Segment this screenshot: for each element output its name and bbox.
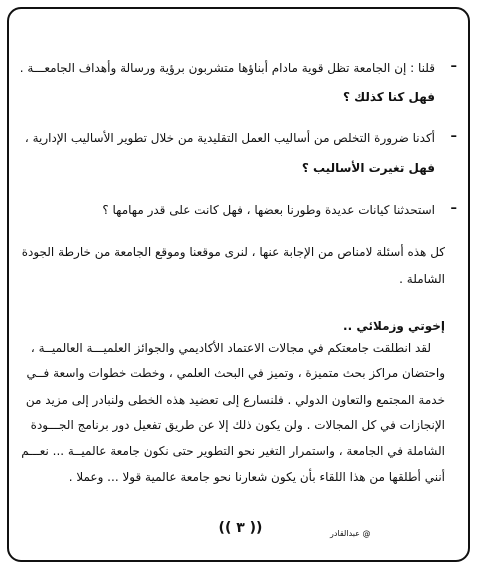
paragraph-2-line-4: الإنجازات في كل المجالات . ولن يكون ذلك إلا عن طريق تفعيل دور برنامج الجـــودة [30, 418, 445, 432]
bullet-2-line-1: أكدنا ضرورة التخلص من أساليب العمل التقليدية من خلال تطوير الأساليب الإدارية ، [24, 131, 435, 145]
paragraph-2-line-2: واحتضان مراكز بحث متميزة ، وتميز في البحث العلمي ، وخطت خطوات واسعة فــي [26, 366, 445, 380]
paragraph-2-line-1: لقد انطلقت جامعتكم في مجالات الاعتماد الأكاديمي والجوائز العلميـــة العالميــة ، [30, 341, 431, 355]
bullet-2-line-2: فهل تغيرت الأساليب ؟ [301, 161, 435, 175]
paragraph-1-line-2: الشاملة . [399, 272, 445, 286]
greeting-heading: إخوتي وزملائي .. [343, 319, 445, 333]
footer-signature: @ عبدالقادر [330, 529, 371, 538]
bullet-3-line-1: استحدثنا كيانات عديدة وطورنا بعضها ، فهل كانت على قدر مهامها ؟ [102, 203, 435, 217]
bullet-1-line-1: قلنا : إن الجامعة تظل قوية مادام أبناؤها متشربون برؤية ورسالة وأهداف الجامعـــة . [19, 61, 435, 75]
paragraph-1-line-1: كل هذه أسئلة لامناص من الإجابة عنها ، لنرى موقعنا وموقع الجامعة من خارطة الجودة [21, 245, 445, 259]
bullet-dash: – [450, 129, 457, 144]
paragraph-2-line-5: الشاملة في الجامعة ، واستمرار التغير نحو التطوير حتى نكون جامعة عالميــة ... نعـــم [21, 444, 445, 458]
bullet-1-line-2: فهل كنا كذلك ؟ [343, 90, 435, 104]
paragraph-2-line-6: أنني أطلقها من هذا اللقاء بأن يكون شعارنا نحو جامعة عالمية قولا ... وعملا . [68, 470, 445, 484]
paragraph-2-line-3: خدمة المجتمع والتعاون الدولي . فلنسارع إلى تعضيد هذه الخطى ولنبادر إلى مزيد من [25, 393, 445, 407]
bullet-dash: – [450, 59, 457, 74]
page-number: (( ٣ )) [218, 520, 263, 536]
bullet-dash: – [450, 201, 457, 216]
